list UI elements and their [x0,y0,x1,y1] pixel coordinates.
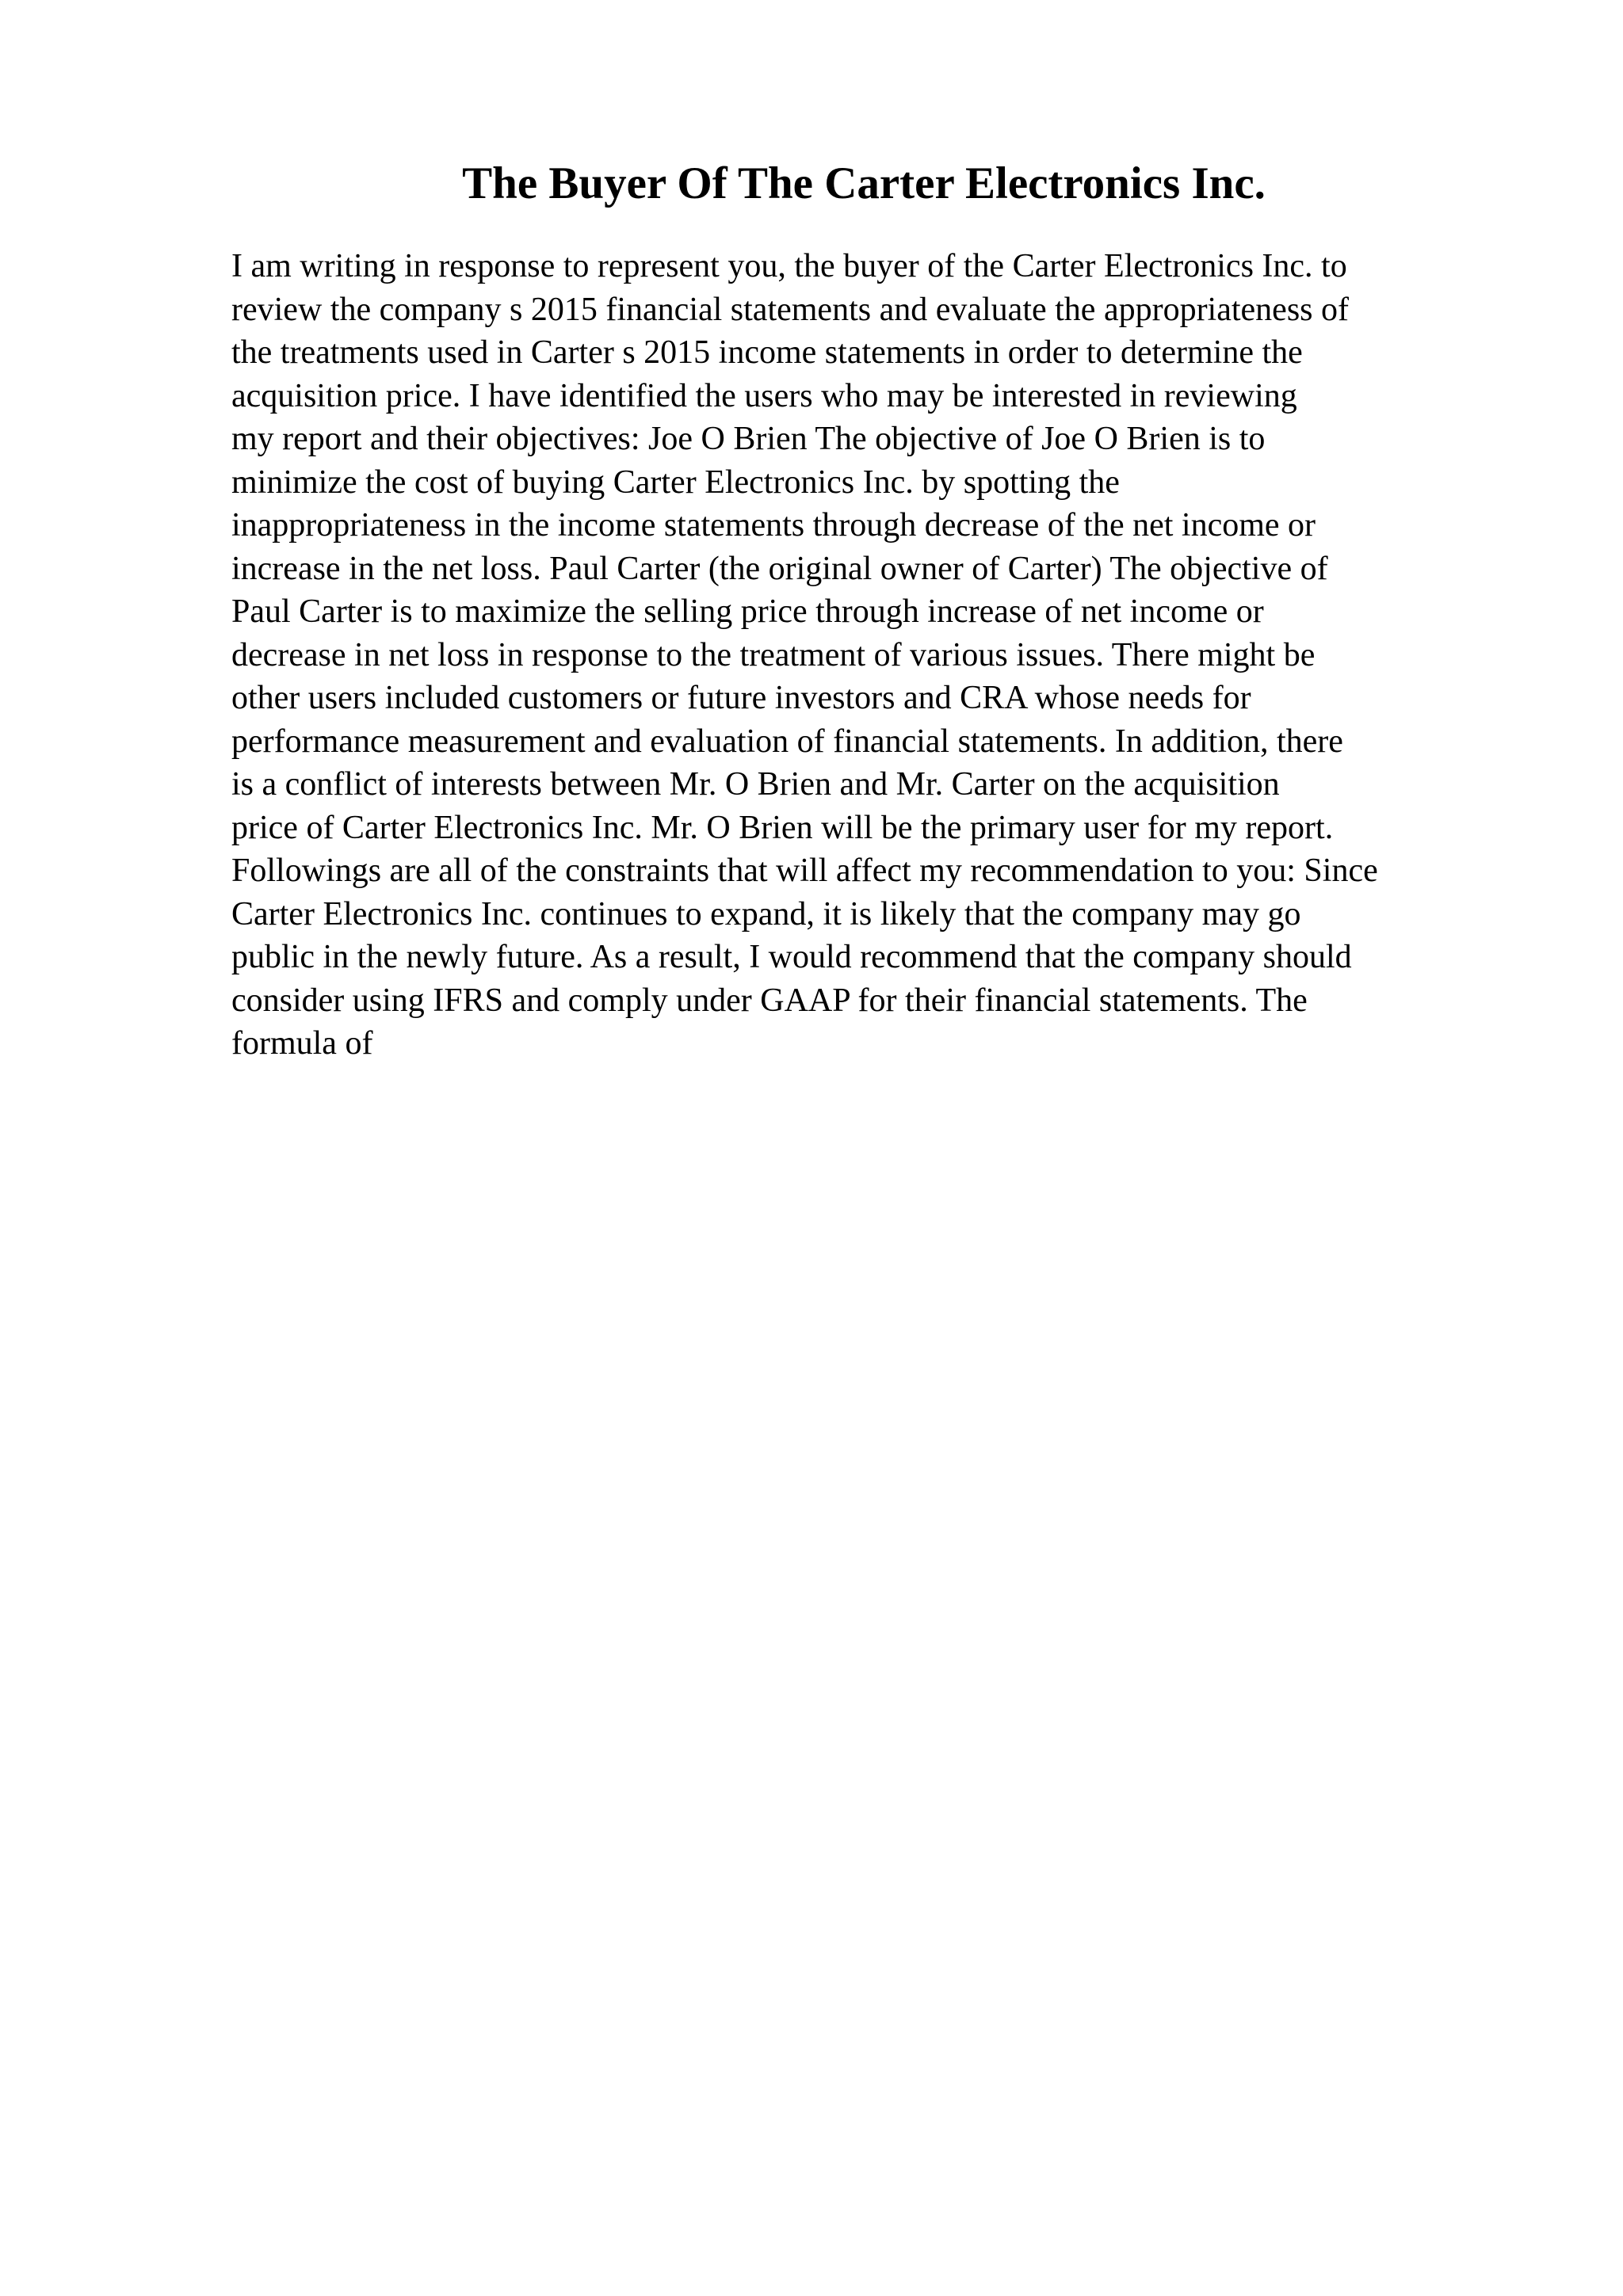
body-line: Carter Electronics Inc. continues to expand, it is likely that the company may go [231,895,1301,933]
body-line: Followings are all of the constraints that will affect my recommendation to you: Since [231,852,1378,889]
body-line: price of Carter Electronics Inc. Mr. O Brien will be the primary user for my report. [231,809,1334,846]
body-line: my report and their objectives: Joe O Brien The objective of Joe O Brien is to [231,421,1266,457]
body-line: acquisition price. I have identified the users who may be interested in reviewing [231,377,1297,414]
body-line: public in the newly future. As a result, I would recommend that the company should [231,939,1352,975]
document-body [231,245,1610,1066]
body-line: formula of [231,1025,373,1062]
body-line: consider using IFRS and comply under GAAP for their financial statements. The [231,982,1308,1019]
body-line: minimize the cost of buying Carter Electronics Inc. by spotting the [231,463,1120,501]
body-line: performance measurement and evaluation of financial statements. In addition, there [231,723,1343,760]
body-line: increase in the net loss. Paul Carter (the original owner of Carter) The objective of [231,550,1328,587]
body-line: is a conflict of interests between Mr. O Brien and Mr. Carter on the acquisition [231,766,1280,803]
body-line: I am writing in response to represent you, the buyer of the Carter Electronics Inc. to [231,248,1347,284]
body-line: Paul Carter is to maximize the selling price through increase of net income or [231,593,1264,630]
document-title: The Buyer Of The Carter Electronics Inc. [462,158,1266,208]
body-line: inappropriateness in the income statements through decrease of the net income or [231,507,1316,543]
body-line: decrease in net loss in response to the treatment of various issues. There might be [231,636,1316,673]
body-line: other users included customers or future investors and CRA whose needs for [231,680,1251,716]
body-line: review the company s 2015 financial statements and evaluate the appropriateness of [231,291,1349,328]
body-line: the treatments used in Carter s 2015 income statements in order to determine the [231,334,1303,371]
